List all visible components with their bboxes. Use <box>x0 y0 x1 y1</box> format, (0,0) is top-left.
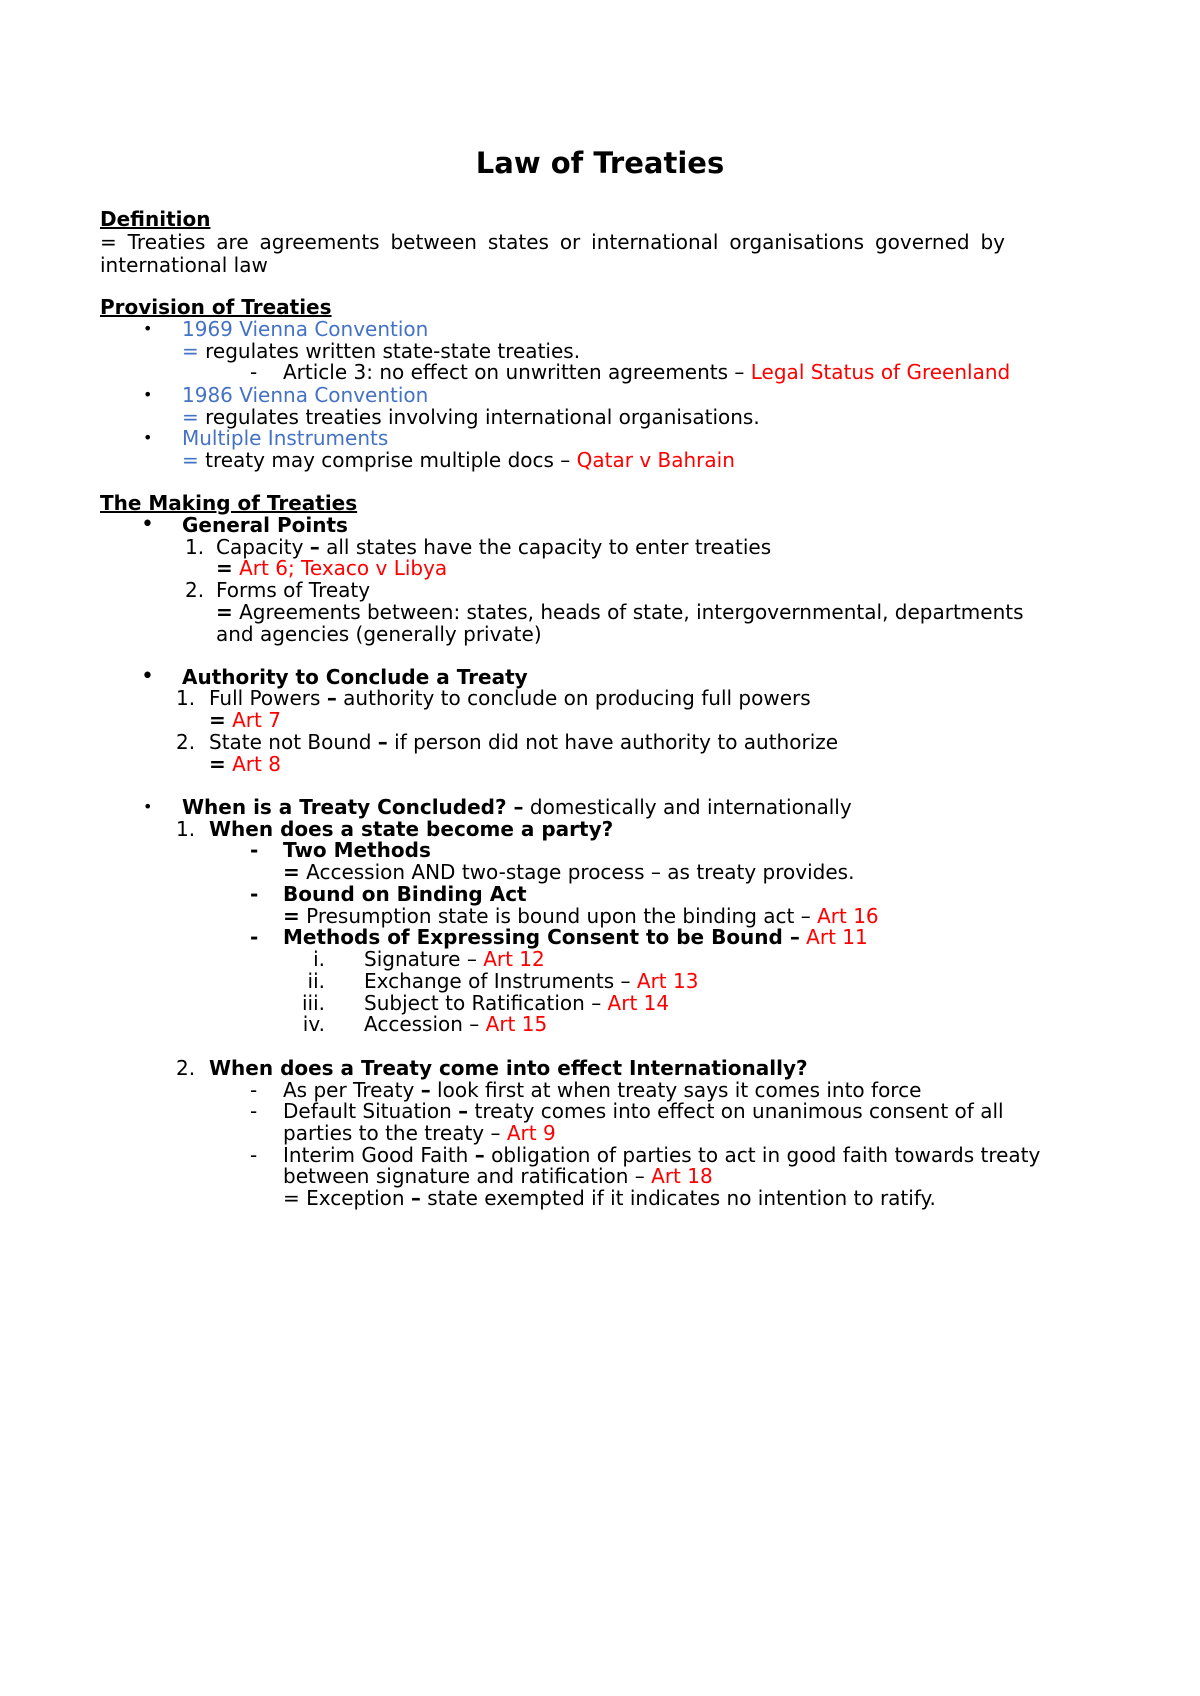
authority-item-ref: = Art 8 <box>209 752 281 776</box>
making-heading: The Making of Treaties <box>100 491 358 515</box>
case-reference: Qatar v Bahrain <box>576 448 735 472</box>
list-number: 2. <box>185 578 205 602</box>
general-item: Forms of Treaty <box>216 578 371 602</box>
provision-subitem: Article 3: no effect on unwritten agreements – Legal Status of Greenland <box>283 360 1011 384</box>
dash-marker: - <box>250 882 259 906</box>
definition-heading: Definition <box>100 207 211 231</box>
dash-marker: - <box>250 1143 258 1167</box>
general-points-label: General Points <box>182 513 348 537</box>
provision-item-label: 1969 Vienna Convention <box>182 317 429 341</box>
provision-heading: Provision of Treaties <box>100 295 332 319</box>
list-number: 1. <box>176 686 196 710</box>
provision-item-desc: = regulates treaties involving international organisations. <box>182 405 760 429</box>
provision-item-desc: = regulates written state-state treaties. <box>182 339 581 363</box>
method-item: Accession – Art 15 <box>364 1012 548 1036</box>
effect-label: When does a Treaty come into effect Internationally? <box>209 1056 808 1080</box>
effect-item: Default Situation – treaty comes into effect on unanimous consent of all <box>283 1099 1004 1123</box>
method-item: Exchange of Instruments – Art 13 <box>364 969 699 993</box>
list-number: 2. <box>176 1056 196 1080</box>
authority-item: Full Powers – authority to conclude on producing full powers <box>209 686 811 710</box>
dash-marker: - <box>250 838 259 862</box>
general-item: Capacity – all states have the capacity to enter treaties <box>216 535 772 559</box>
bullet-icon: • <box>143 428 153 447</box>
dash-marker: - <box>250 1099 258 1123</box>
methods-label: Methods of Expressing Consent to be Bound – Art 11 <box>283 925 868 949</box>
binding-act-desc: = Presumption state is bound upon the binding act – Art 16 <box>283 904 879 928</box>
definition-text-line1: = Treaties are agreements between states or international organisations governed by <box>100 230 1005 254</box>
effect-item: Interim Good Faith – obligation of parties to act in good faith towards treaty <box>283 1143 1041 1167</box>
effect-item: As per Treaty – look first at when treaty says it comes into force <box>283 1078 922 1102</box>
roman-numeral: iii. <box>301 991 325 1015</box>
authority-label: Authority to Conclude a Treaty <box>182 665 528 689</box>
general-item-ref: = Art 6; Texaco v Libya <box>216 556 448 580</box>
exception-text: = Exception – state exempted if it indicates no intention to ratify. <box>283 1186 936 1210</box>
authority-item: State not Bound – if person did not have authority to authorize <box>209 730 839 754</box>
bullet-icon: • <box>143 797 153 816</box>
provision-item-label: Multiple Instruments <box>182 426 389 450</box>
roman-numeral: iv. <box>302 1012 325 1036</box>
dash-marker: - <box>250 1078 258 1102</box>
dash-marker: - <box>250 925 259 949</box>
binding-act-label: Bound on Binding Act <box>283 882 527 906</box>
roman-numeral: ii. <box>307 969 325 993</box>
concluded-label: When is a Treaty Concluded? – domestically and internationally <box>182 795 852 819</box>
provision-item-label: 1986 Vienna Convention <box>182 383 429 407</box>
dash-marker: - <box>250 360 258 384</box>
two-methods-label: Two Methods <box>283 838 431 862</box>
list-number: 1. <box>185 535 205 559</box>
bullet-icon: • <box>141 512 154 537</box>
authority-item-ref: = Art 7 <box>209 708 281 732</box>
bullet-icon: • <box>141 664 154 689</box>
bullet-icon: • <box>143 385 153 404</box>
general-item-desc: = Agreements between: states, heads of state, intergovernmental, departments <box>216 600 1024 624</box>
provision-item-desc: = treaty may comprise multiple docs – Qatar v Bahrain <box>182 448 735 472</box>
party-label: When does a state become a party? <box>209 817 614 841</box>
method-item: Subject to Ratification – Art 14 <box>364 991 670 1015</box>
effect-item-cont: between signature and ratification – Art 18 <box>283 1164 713 1188</box>
definition-text-line2: international law <box>100 253 268 277</box>
general-item-desc: and agencies (generally private) <box>216 622 542 646</box>
bullet-icon: • <box>143 319 153 338</box>
roman-numeral: i. <box>313 947 325 971</box>
list-number: 1. <box>176 817 196 841</box>
effect-item-cont: parties to the treaty – Art 9 <box>283 1121 556 1145</box>
list-number: 2. <box>176 730 196 754</box>
two-methods-desc: = Accession AND two-stage process – as treaty provides. <box>283 860 855 884</box>
page-title: Law of Treaties <box>475 146 725 180</box>
case-reference: Legal Status of Greenland <box>750 360 1011 384</box>
method-item: Signature – Art 12 <box>364 947 545 971</box>
